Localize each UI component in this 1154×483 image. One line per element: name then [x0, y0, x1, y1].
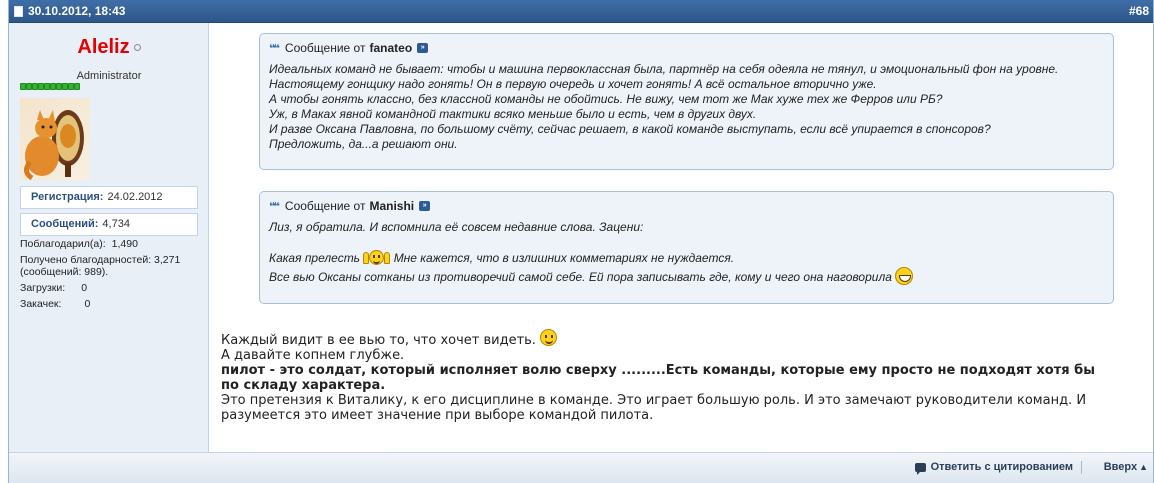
message-line: Это претензия к Виталику, к его дисциплине в команде. Это играет большую роль. И это замечают руководители команд. И разумеется это имеет значение при выборе командой пилота. [221, 393, 1087, 423]
message-bold-line: пилот - это солдат, который исполняет волю сверху .........Есть команды, которые ему просто не подходят хотя бы по складу характера. [221, 363, 1095, 393]
quote-block-fanateo [259, 33, 1114, 170]
uploads-value: 0 [81, 282, 88, 294]
thumbs-up-smiley-icon [363, 251, 390, 265]
reply-quote-label: Ответить с цитированием [930, 461, 1073, 473]
quote-line: И разве Оксана Павловна, по большому счёту, сейчас решает, в какой команде выступать, если всё упирается в спонсоров? [269, 122, 991, 136]
quote-header [269, 41, 428, 55]
quote-line-with-smiley [269, 267, 913, 285]
username-row [9, 36, 209, 59]
quote-line: Лиз, я обратила. И вспомнила её совсем недавние слова. Зацени: [269, 220, 644, 234]
quote-header [269, 199, 430, 213]
quote-text: Мне кажется, что в излишних комметариях не нуждается. [393, 251, 735, 265]
quote-prefix: Сообщение от [284, 199, 366, 213]
smile-icon [540, 329, 557, 346]
laughing-smiley-icon [895, 267, 913, 285]
thanked-label: Поблагодарил(а): [20, 238, 106, 250]
view-post-icon[interactable]: » [419, 201, 430, 211]
post-message [221, 329, 1101, 423]
offline-status-icon [134, 44, 141, 51]
quote-author: Manishi [369, 199, 415, 213]
received-stat [20, 254, 180, 278]
downloads-label: Закачек: [20, 298, 62, 310]
scroll-up-button[interactable] [1104, 461, 1148, 473]
posts-value: 4,734 [102, 218, 130, 230]
post-number-link[interactable]: #68 [1128, 4, 1149, 18]
reply-with-quote-button[interactable] [915, 461, 1073, 473]
username-link[interactable]: Aleliz [77, 36, 130, 58]
footer-divider [1081, 461, 1082, 474]
post-icon [14, 6, 23, 17]
quote-line-with-smiley [269, 250, 913, 267]
post-datetime: 30.10.2012, 18:43 [28, 4, 126, 18]
user-avatar[interactable] [20, 98, 90, 180]
posts-box [20, 213, 198, 236]
thanked-value: 1,490 [111, 238, 138, 250]
reply-quote-icon [915, 463, 926, 472]
reputation-bar [20, 83, 80, 90]
cat-mirror-avatar-image [20, 98, 90, 180]
posts-label: Сообщений: [31, 218, 99, 230]
post-content [210, 23, 1153, 452]
quote-line: Идеальных команд не бывает: чтобы и машина первоклассная была, партнёр на себя одеяла не тянул, и эмоциональный фон на уровне. [269, 62, 1059, 76]
message-text: Каждый видит в ее вью то, что хочет видеть. [221, 333, 536, 348]
quote-prefix: Сообщение от [284, 41, 366, 55]
downloads-value: 0 [84, 298, 91, 310]
up-arrow-icon: ▲ [1139, 462, 1148, 472]
quote-icon: ❝❝ [269, 200, 278, 213]
reputation-pip [74, 83, 80, 90]
quote-icon: ❝❝ [269, 42, 278, 55]
quote-line: Настоящему гонщику надо гонять! Он в первую очередь и хочет гонять! А всё остальное вторично уже. [269, 77, 877, 91]
quote-text: Все вью Оксаны сотканы из противоречий самой себе. Ей пора записывать где, кому и чего она наговорила [269, 270, 892, 284]
quote-blank-line [269, 235, 913, 250]
registration-value: 24.02.2012 [107, 191, 163, 203]
up-label: Вверх [1103, 461, 1138, 473]
quote-line: А чтобы гонять классно, без классной команды не обойтись. Не вижу, чем тот же Мак хуже тех же Ферров или РБ? [269, 92, 943, 106]
downloads-stat [20, 298, 90, 310]
message-line [221, 329, 1101, 348]
quote-text: Какая прелесть [269, 251, 360, 265]
quote-body [269, 62, 1058, 152]
quote-line: Предложить, да...а решают они. [269, 137, 458, 151]
message-line: А давайте копнем глубже. [221, 348, 405, 363]
received-label: Получено благодарностей: 3,271 [20, 254, 181, 266]
received-sub: (сообщений: 989). [20, 266, 109, 278]
quote-author: fanateo [369, 41, 413, 55]
quote-block-manishi [259, 191, 1114, 304]
post-footer [9, 452, 1153, 483]
quote-line: Уж, в Маках явной командной тактики всяко меньше было и есть, чем в других двух. [269, 107, 757, 121]
post [8, 0, 1154, 483]
view-post-icon[interactable]: » [417, 43, 428, 53]
quote-body [269, 220, 913, 285]
uploads-label: Загрузки: [20, 282, 66, 294]
user-info-panel [9, 23, 209, 452]
uploads-stat [20, 282, 87, 294]
user-title: Administrator [76, 70, 142, 82]
registration-label: Регистрация: [31, 191, 104, 203]
registration-box [20, 186, 198, 209]
thanked-stat [20, 238, 138, 250]
post-header [9, 0, 1153, 23]
